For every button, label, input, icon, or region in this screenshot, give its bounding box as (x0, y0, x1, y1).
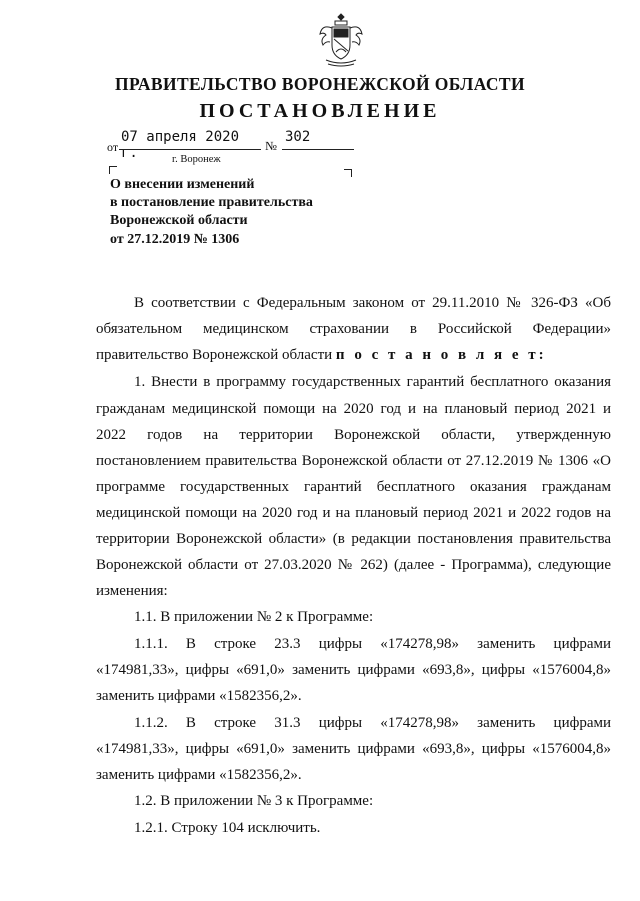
item1-1-2-line: заменить цифрами «1582356,2». (96, 767, 302, 783)
item1-line: программе государственных гарантий бесплатного оказания гражданам (96, 479, 611, 495)
number-underline (282, 149, 354, 150)
item1-1-heading: 1.1. В приложении № 2 к Программе: (134, 609, 374, 625)
item1-line: постановлением правительства Воронежской области от 27.12.2019 № 1306 «О (96, 453, 611, 469)
decree-word: п о с т а н о в л я е т: (335, 347, 547, 363)
item1-1-2-line: «174981,33», цифры «691,0» заменить цифрами «693,8», цифры «1576004,8» (96, 741, 611, 757)
date-label: от (107, 140, 119, 154)
date-underline (119, 149, 261, 150)
item1-1-2-line: 1.1.2. В строке 31.3 цифры «174278,98» заменить цифрами (134, 715, 611, 731)
subject-bracket-right (344, 169, 352, 177)
item1-line: 1. Внести в программу государственных гарантий бесплатного оказания (134, 374, 611, 390)
subject-bracket-left (109, 166, 117, 174)
document-type-title: ПОСТАНОВЛЕНИЕ (199, 100, 441, 122)
document-subject (110, 176, 313, 249)
preamble-line: правительство Воронежской области п о с т а н о в л я е т: (96, 347, 547, 363)
coat-of-arms-emblem (318, 12, 364, 68)
item1-line: 2022 годов на территории Воронежской области, утвержденную (96, 427, 611, 443)
number-label: № (265, 139, 277, 153)
preamble-line: В соответствии с Федеральным законом от 29.11.2010 № 326-ФЗ «Об (134, 295, 611, 311)
subject-line: О внесении изменений (110, 177, 255, 192)
item1-1-1-line: 1.1.1. В строке 23.3 цифры «174278,98» заменить цифрами (134, 636, 611, 652)
government-title: ПРАВИТЕЛЬСТВО ВОРОНЕЖСКОЙ ОБЛАСТИ (114, 74, 526, 94)
subject-line: в постановление правительства (110, 195, 313, 211)
document-date: 07 апреля 2020 г. (121, 129, 240, 161)
item1-line: изменения: (96, 583, 168, 599)
subject-line: от 27.12.2019 № 1306 (110, 231, 240, 247)
item1-line: медицинской помощи на 2020 год и на плановый период 2021 и 2022 годов на (96, 505, 611, 521)
document-number: 302 (285, 129, 311, 145)
item1-2-heading: 1.2. В приложении № 3 к Программе: (134, 793, 374, 809)
item1-1-1-line: «174981,33», цифры «691,0» заменить цифрами «693,8», цифры «1576004,8» (96, 662, 611, 678)
item1-line: Воронежской области от 27.03.2020 № 262) (далее - Программа), следующие (96, 557, 611, 573)
item1-line: территории Воронежской области» (в редакции постановления правительства (96, 531, 611, 547)
item1-line: гражданам медицинской помощи на 2020 год и на плановый период 2021 и (96, 401, 611, 417)
item1-1-1-line: заменить цифрами «1582356,2». (96, 688, 302, 704)
city-label: г. Воронеж (172, 154, 221, 165)
item1-2-1-line: 1.2.1. Строку 104 исключить. (134, 820, 321, 836)
subject-line: Воронежской области (110, 213, 248, 229)
preamble-line: обязательном медицинском страховании в Российской Федерации» (96, 321, 611, 337)
